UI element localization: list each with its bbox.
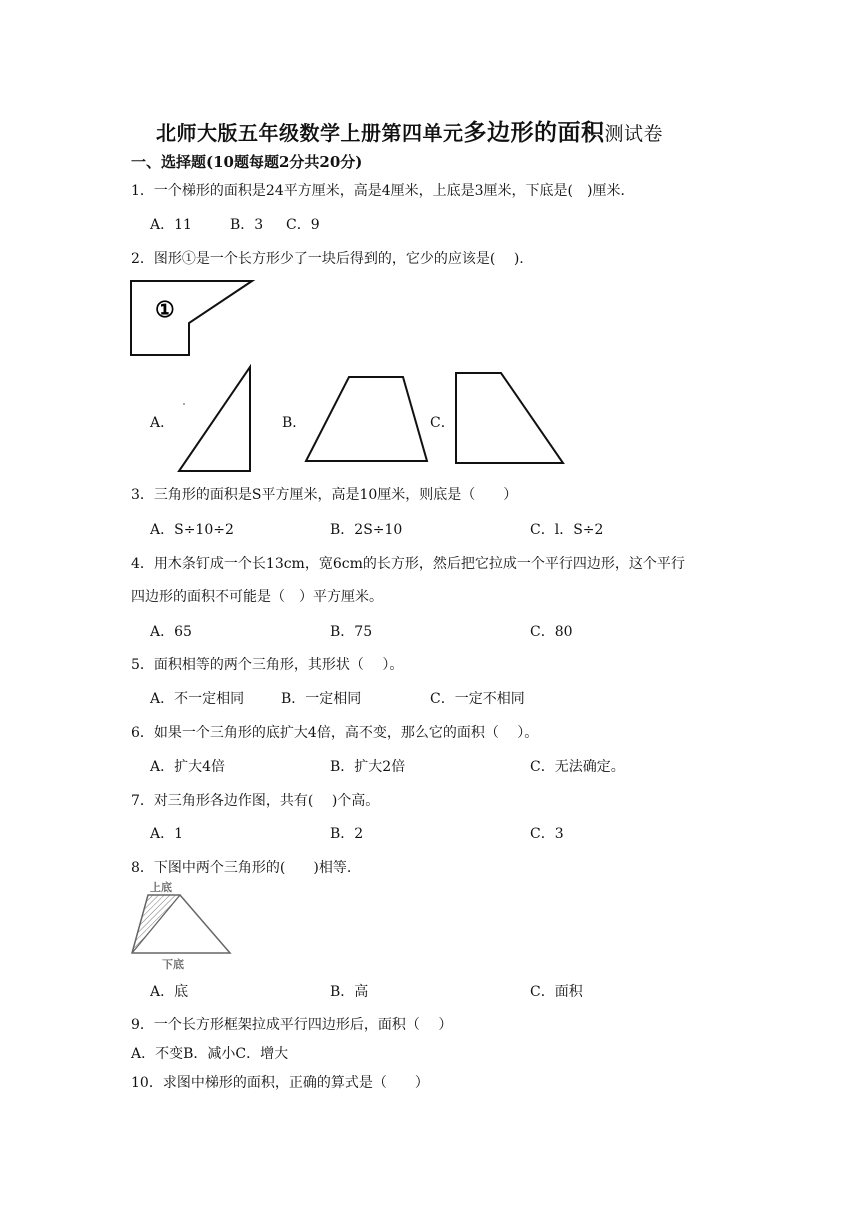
q1-option-b: B．3 bbox=[230, 217, 264, 233]
q9-options: A．不变B．减小C．增大 bbox=[131, 1046, 289, 1062]
question-4-line1: 4．用木条钉成一个长13cm，宽6cm的长方形，然后把它拉成一个平行四边形，这个平行 bbox=[131, 556, 685, 572]
q2-option-c-trapezoid bbox=[453, 370, 568, 470]
q8-option-c: C．面积 bbox=[530, 984, 583, 1000]
q4-option-a: A．65 bbox=[150, 624, 192, 640]
figure-one-shape bbox=[131, 281, 252, 355]
q7-option-a: A．1 bbox=[150, 826, 184, 842]
q4-option-c: C．80 bbox=[530, 624, 573, 640]
question-4-line2: 四边形的面积不可能是（ ）平方厘米。 bbox=[131, 589, 383, 605]
q3-option-b: B．2S÷10 bbox=[330, 522, 403, 538]
q5-option-c: C．一定不相同 bbox=[430, 691, 525, 707]
q2-option-a-triangle bbox=[176, 364, 266, 474]
figure-one-label: ① bbox=[155, 297, 175, 323]
title-part3: 测试卷 bbox=[604, 123, 664, 145]
section-heading: 一、选择题(10题每题2分共20分) bbox=[131, 153, 363, 171]
q2-option-b-trapezoid bbox=[303, 374, 433, 464]
q6-option-b: B．扩大2倍 bbox=[330, 759, 406, 775]
q3-option-a: A．S÷10÷2 bbox=[150, 522, 234, 538]
q6-option-a: A．扩大4倍 bbox=[150, 759, 226, 775]
q1-option-c: C．9 bbox=[286, 217, 320, 233]
q2-option-c: C． bbox=[430, 415, 455, 431]
question-8: 8．下图中两个三角形的( )相等. bbox=[131, 860, 352, 876]
title-part2: 多边形的面积 bbox=[463, 119, 605, 146]
page-title bbox=[156, 114, 663, 147]
q8-trapezoid-figure bbox=[128, 880, 233, 970]
q2-figure-one bbox=[129, 280, 259, 360]
q2-option-b: B． bbox=[282, 415, 307, 431]
question-6: 6．如果一个三角形的底扩大4倍，高不变，那么它的面积（ ）。 bbox=[131, 725, 539, 741]
question-9: 9．一个长方形框架拉成平行四边形后，面积（ ） bbox=[131, 1017, 453, 1033]
title-part1: 北师大版五年级数学上册第四单元 bbox=[156, 121, 464, 145]
question-5: 5．面积相等的两个三角形，其形状（ ）。 bbox=[131, 657, 404, 673]
q8-option-a: A．底 bbox=[150, 984, 189, 1000]
q7-option-b: B．2 bbox=[330, 826, 364, 842]
question-2: 2．图形①是一个长方形少了一块后得到的，它少的应该是( ). bbox=[131, 251, 524, 267]
question-7: 7．对三角形各边作图，共有( )个高。 bbox=[131, 793, 380, 809]
q4-option-b: B．75 bbox=[330, 624, 373, 640]
q5-option-a: A．不一定相同 bbox=[150, 691, 245, 707]
q8-option-b: B．高 bbox=[330, 984, 369, 1000]
q6-option-c: C．无法确定。 bbox=[530, 759, 625, 775]
q5-option-b: B．一定相同 bbox=[281, 691, 362, 707]
question-3: 3．三角形的面积是S平方厘米，高是10厘米，则底是（ ） bbox=[131, 487, 518, 503]
q2-option-a: A． bbox=[150, 415, 175, 431]
question-1: 1．一个梯形的面积是24平方厘米，高是4厘米，上底是3厘米，下底是( )厘米． bbox=[131, 183, 635, 199]
q7-option-c: C．3 bbox=[530, 826, 564, 842]
label-upper-base: 上底 bbox=[150, 881, 172, 894]
question-10: 10．求图中梯形的面积，正确的算式是（ ） bbox=[131, 1075, 429, 1091]
q1-option-a: A．11 bbox=[150, 217, 192, 233]
q3-option-c: C．l．S÷2 bbox=[530, 522, 604, 538]
label-lower-base: 下底 bbox=[162, 958, 184, 971]
